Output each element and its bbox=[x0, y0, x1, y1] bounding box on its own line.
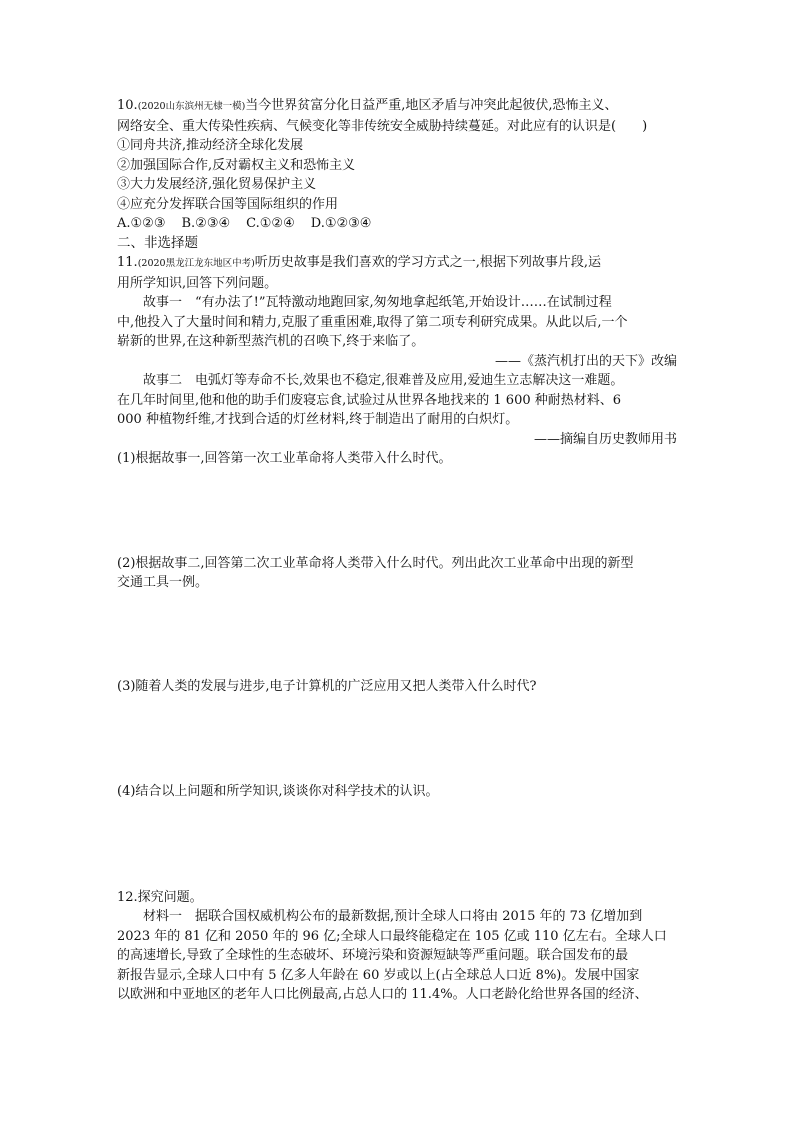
q10-item-2: ②加强国际合作,反对霸权主义和恐怖主义 bbox=[117, 157, 356, 173]
material1-line3: 的高速增长,导致了全球性的生态破坏、环境污染和资源短缺等严重问题。联合国发布的最 bbox=[117, 948, 629, 963]
material1-line2: 2023 年的 81 亿和 2050 年的 96 亿;全球人口最终能稳定在 105 亿或 110 亿左右。全球人口 bbox=[117, 928, 667, 944]
story2-line2: 在几年时间里,他和他的助手们废寝忘食,试验过从世界各地找来的 1 600 种耐热材料、6 bbox=[117, 392, 622, 408]
story1-line1: 故事一 “有办法了!”瓦特激动地跑回家,匆匆地拿起纸笔,开始设计……在试制过程 bbox=[143, 295, 612, 310]
material1-line4: 新报告显示,全球人口中有 5 亿多人年龄在 60 岁或以上(占全球总人口近 8%)。发展中国家 bbox=[117, 967, 640, 983]
story2-line3: 000 种植物纤维,才找到合适的灯丝材料,终于制造出了耐用的白炽灯。 bbox=[117, 412, 519, 427]
answer-space-3[interactable] bbox=[117, 696, 677, 782]
q12-title: 12.探究问题。 bbox=[117, 889, 203, 905]
q11-sub4: (4)结合以上问题和所学知识,谈谈你对科学技术的认识。 bbox=[117, 784, 439, 799]
q10-option-d: D.①②③④ bbox=[310, 216, 372, 231]
answer-space-1[interactable] bbox=[117, 469, 677, 554]
material1-line5: 以欧洲和中亚地区的老年人口比例最高,占总人口的 11.4%。人口老龄化给世界各国的经济、 bbox=[117, 987, 648, 1002]
q10-item-3: ③大力发展经济,强化贸易保护主义 bbox=[117, 177, 317, 192]
q11-intro-text: 听历史故事是我们喜欢的学习方式之一,根据下列故事片段,运 bbox=[254, 255, 602, 270]
q11-sub2-line1: (2)根据故事二,回答第二次工业革命将人类带入什么时代。列出此次工业革命中出现的新型 bbox=[117, 555, 634, 571]
q10-option-a: A.①②③ bbox=[117, 216, 166, 231]
q10-number: 10. bbox=[117, 98, 138, 113]
story1-source: ——《蒸汽机打出的天下》改编 bbox=[494, 353, 677, 369]
q10-option-c: C.①②④ bbox=[246, 216, 295, 231]
q10-stem-text: 当今世界贫富分化日益严重,地区矛盾与冲突此起彼伏,恐怖主义、 bbox=[245, 98, 618, 113]
q10-item-1: ①同舟共济,推动经济全球化发展 bbox=[117, 138, 304, 153]
q11-sub3: (3)随着人类的发展与进步,电子计算机的广泛应用又把人类带入什么时代? bbox=[117, 678, 537, 694]
q11-intro-line1 bbox=[117, 253, 677, 274]
material1-line1: 材料一 据联合国权威机构公布的最新数据,预计全球人口将由 2015 年的 73 亿增加到 bbox=[143, 909, 643, 924]
story1-line3: 崭新的世界,在这种新型蒸汽机的召唤下,终于来临了。 bbox=[117, 334, 425, 349]
question-12 bbox=[117, 888, 677, 1005]
q10-stem-line2: 网络安全、重大传染性疾病、气候变化等非传统安全威胁持续蔓延。对此应有的认识是( ) bbox=[117, 118, 648, 134]
q11-number: 11. bbox=[117, 255, 138, 270]
q11-source: (2020黑龙江龙东地区中考) bbox=[137, 258, 255, 269]
document-page bbox=[117, 96, 677, 1005]
q10-options bbox=[117, 214, 677, 234]
q10-option-b: B.②③④ bbox=[181, 216, 231, 231]
story2-line1: 故事二 电弧灯等寿命不长,效果也不稳定,很难普及应用,爱迪生立志解决这一难题。 bbox=[143, 373, 624, 388]
q10-stem-line1 bbox=[117, 96, 677, 117]
question-10 bbox=[117, 96, 677, 234]
q11-intro-line2: 用所学知识,回答下列问题。 bbox=[117, 275, 278, 291]
story1-line2: 中,他投入了大量时间和精力,克服了重重困难,取得了第二项专利研究成果。从此以后,一个 bbox=[117, 314, 628, 330]
answer-space-2[interactable] bbox=[117, 593, 677, 677]
answer-space-4[interactable] bbox=[117, 802, 677, 888]
q11-sub1: (1)根据故事一,回答第一次工业革命将人类带入什么时代。 bbox=[117, 451, 452, 466]
story2-source: ——摘编自历史教师用书 bbox=[533, 431, 677, 447]
q10-item-4: ④应充分发挥联合国等国际组织的作用 bbox=[117, 196, 339, 212]
section-2-title: 二、非选择题 bbox=[117, 234, 198, 251]
question-11 bbox=[117, 253, 677, 888]
q11-sub2-line2: 交通工具一例。 bbox=[117, 575, 209, 590]
q10-source: (2020山东滨州无棣一模) bbox=[137, 101, 246, 112]
